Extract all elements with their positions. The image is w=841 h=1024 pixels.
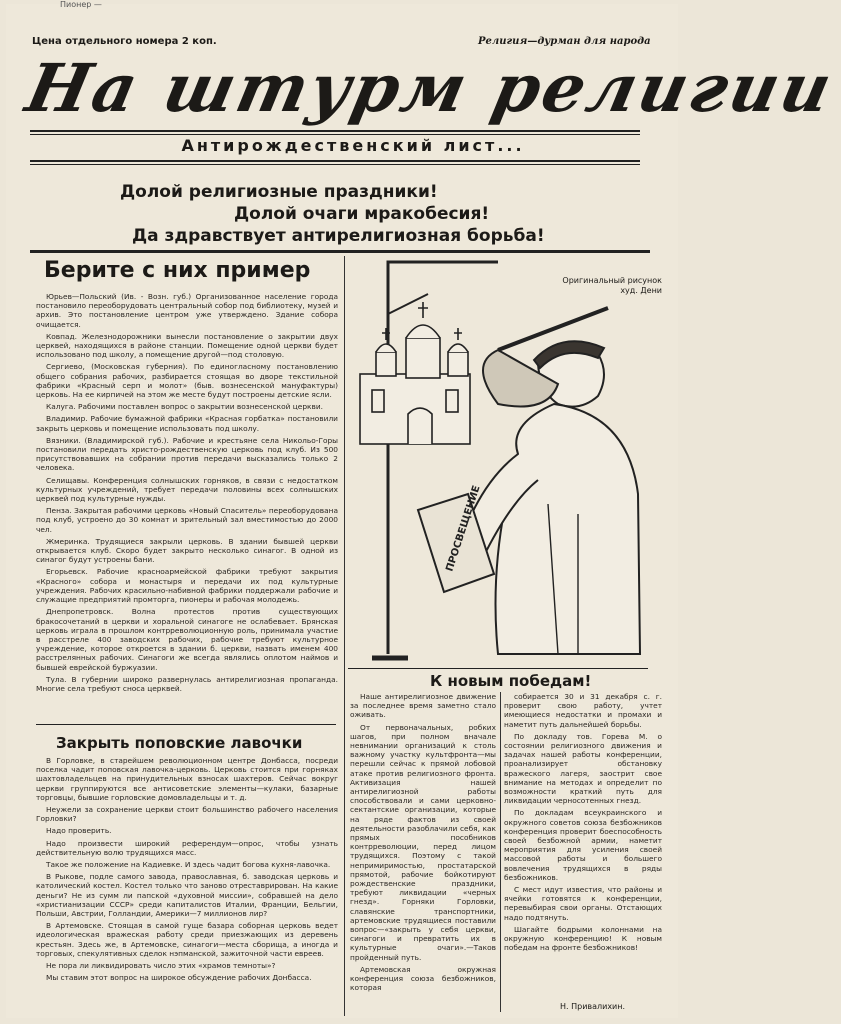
article1-body (36, 292, 338, 712)
paragraph: В Артемовске. Стоящая в самой гуще базара соборная церковь ведет идеологическая вражеская работу среди приезжающих из деревень крестьян. Здесь же, в Артемовске, синагоги—места сборища, а иногда и торговых, спекулятивных сделок нэпманской, зажиточной части евреев. (36, 921, 338, 958)
masthead-rule (30, 130, 640, 132)
caption-line: худ. Дени (620, 286, 662, 295)
paragraph: Селищавы. Конференция солнышских горняков, в связи с недостатком культурных учреждений, требует передачи половины всех солнышских церквей под культурные нужды. (36, 475, 338, 504)
paragraph: По докладу тов. Горева М. о состоянии религиозного движения и задачах нашей работы конференции, проанализирует обстановку вражеского лагеря, заострит свое внимание на методах и определит по возможности краткий путь для ликвидации черносотенных гнезд. (504, 731, 662, 806)
church-icon (360, 302, 470, 444)
paragraph: Тула. В губернии широко развернулась антирелигиозная пропаганда. Многие села требуют сноса церквей. (36, 674, 338, 693)
masthead-title: На штурм религии (19, 49, 841, 127)
paragraph: Шагайте бодрыми колоннами на окружную конференцию! К новым победам на фронте безбожников! (504, 924, 662, 953)
illustration-caption (540, 276, 662, 296)
paragraph: От первоначальных, робких шагов, при полном вначале невнимании организаций к столь важному участку культфронта—мы перешли сейчас к прямой лобовой атаке против религиозного фронта. Активизация нашей антирелигиозной работы способствовали и сами церковно-сектантские организации, которые на ряде фактов из своей деятельности разоблачили себя, как прямых пособников контрреволюции, перед лицом трудящихся. Поэтому с такой непримиримостью, простатарской прямотой, рабочие бойкотируют рождественские праздники, требуют ликвидации «черных гнезд». Горняки Горловки, славянские транспортники, артемовские трудящиеся поставили вопрос—«закрыть у себя церкви, синагоги и превратить их в культурные очаги».—Таков пройденный путь. (350, 722, 496, 962)
article2-headline: Закрыть поповские лавочки (56, 734, 303, 752)
paragraph: собирается 30 и 31 декабря с. г. проверит свою работу, учтет имеющиеся недостатки и промахи и наметит путь дальнейшей борьбы. (504, 692, 662, 729)
motto: Религия—дурман для народа (478, 36, 651, 47)
lamp-post-icon (372, 262, 498, 658)
paragraph: Пенза. Закрытая рабочими церковь «Новый Спаситель» переоборудована под клуб, устроено до 30 комнат и зрительный зал вместимостью до 2000 чел. (36, 506, 338, 534)
subtitle: Антирождественский лист... (181, 136, 525, 155)
paragraph: Надо проверить. (46, 826, 112, 836)
top-strip: Пионер — (60, 0, 102, 9)
book-label: ПРОСВЕЩЕНИЕ (444, 484, 483, 573)
illustration (348, 254, 648, 666)
paragraph: Надо произвести широкий референдум—опрос, чтобы узнать действительную волю трудящихся масс. (36, 838, 338, 857)
paragraph: Мы ставим этот вопрос на широкое обсуждение рабочих Донбасса. (46, 973, 312, 983)
caption-line: Оригинальный рисунок (562, 276, 662, 285)
masthead-rule-thin (30, 134, 640, 135)
worker-figure-icon (456, 308, 640, 654)
paragraph: Жмеринка. Трудящиеся закрыли церковь. В здании бывшей церкви открывается клуб. Скоро будет закрыто несколько синагог. В одной из синагог будут устроены бани. (36, 536, 338, 565)
paragraph: Не пора ли ликвидировать число этих «храмов темноты»? (46, 961, 276, 971)
paragraph: Наше антирелигиозное движение за последнее время заметно стало оживать. (350, 692, 496, 720)
paragraph: В Рыкове, подле самого завода, православная, б. заводская церковь и католический костел. Костел только что заново отреставрирован. На какие деньги? Не из сумм ли папской «духовной миссии», собравшей на дело «христианизации СССР» среди капиталистов Италии, Франции, Бельгии, Польши, Австрии, Голландии, Америки—7 миллионов лир? (36, 872, 338, 919)
paragraph: Владимир. Рабочие бумажной фабрики «Красная горбатка» постановили закрыть церковь и помещение использовать под школу. (36, 414, 338, 433)
paragraph: Егорьевск. Рабочие красноармейской фабрики требуют закрытия «Красного» собора и монастыря и передачи их под культурные учреждения. Рабочих красильно-набивной фабрики поддержали рабочие и служащие предприятий промторга, пионеры и рабочая молодежь. (36, 567, 338, 605)
column-divider (344, 256, 345, 1016)
column-divider (500, 692, 501, 1012)
article3-col1 (350, 692, 496, 1018)
article2-body (36, 756, 338, 1018)
paragraph: По докладам всеукраинского и окружного советов союза безбожников конференция проверит боеспособность своей безбожной армии, наметит мероприятия для усиления своей массовой работы и большего вовлечения трудящихся в ряды безбожников. (504, 808, 662, 882)
paragraph: С мест идут известия, что районы и ячейки готовятся к конференции, перевыбирая свои органы. Отстающих надо подтянуть. (504, 885, 662, 922)
paragraph: Ковпад. Железнодорожники вынесли постановление о закрытии двух церквей, находящихся в районе станции. Помещение одной церкви будет использовано под школу, а помещение другой—под столовую. (36, 331, 338, 360)
article3-headline: К новым победам! (430, 672, 592, 690)
price-note: Цена отдельного номера 2 коп. (32, 36, 217, 47)
paragraph: Неужели за сохранение церкви стоит большинство рабочего населения Горловки? (36, 805, 338, 824)
slogan-2: Долой очаги мракобесия! (234, 204, 490, 224)
paragraph: Вязники. (Владимирской губ.). Рабочие и крестьяне села Никольо-Горы постановили передать христо-рождественскую церковь под клуб. Из 500 присутствовавших на собрании против передачи высказались только 2 человека. (36, 435, 338, 473)
article3-rule (348, 668, 648, 669)
paragraph: Днепропетровск. Волна протестов против существующих бракосочетаний в церкви и хоральной синагоге не ослабевает. Брянская церковь играла в прошлом контрреволюционную роль, принимала участие в расстреле 400 заводских рабочих, рабочие требуют культурное учреждение, которое откроется в здании б. церкви, назвать именем 400 расстрелянных рабочих. Синагоги же всегда являлись оплотом наймов и бывшей еврейской буржуазии. (36, 607, 338, 672)
paragraph: Сергиево, (Московская губерния). По единогласному постановлению общего собрания рабочих, разбирается стоящая во дворе текстильной фабрики «Красный серп и молот» (быв. вознесенской мануфактуры) церковь. На ее кирпичей на этом же месте будут построены детские ясли. (36, 362, 338, 400)
slogan-3: Да здравствует антирелигиозная борьба! (132, 226, 545, 246)
article-divider (36, 724, 336, 725)
subtitle-rule (30, 160, 640, 162)
paragraph: Артемовская окружная конференция союза безбожников, которая (350, 964, 496, 993)
paragraph: В Горловке, в старейшем революционном центре Донбасса, посреди поселка чадит поповская лавочка-церковь. Церковь стоится при горняках шахтовладельцев на принудительных взносах шахтеров. Сейчас вокруг церкви группируются все антисоветские элементы—кулаки, базарные торговцы, бывшие горловские домовладельцы и т. д. (36, 756, 338, 802)
article1-headline: Берите с них пример (44, 258, 311, 283)
subtitle-rule-thin (30, 164, 640, 165)
article3-col2 (504, 692, 662, 1000)
section-rule (30, 250, 650, 253)
paragraph: Такое же положение на Кадиевке. И здесь чадит богова кухня-лавочка. (46, 860, 331, 870)
author-signature: Н. Привалихин. (560, 1002, 626, 1011)
slogan-1: Долой религиозные праздники! (120, 182, 438, 202)
paragraph: Калуга. Рабочими поставлен вопрос о закрытии вознесенской церкви. (46, 402, 323, 412)
paragraph: Юрьев—Польский (Ив. - Возн. губ.) Организованное население города постановило переоборудовать центральный собор под библиотеку, музей и архив. Это постановление центром уже утверждено. Здание собора очищается. (36, 292, 338, 329)
